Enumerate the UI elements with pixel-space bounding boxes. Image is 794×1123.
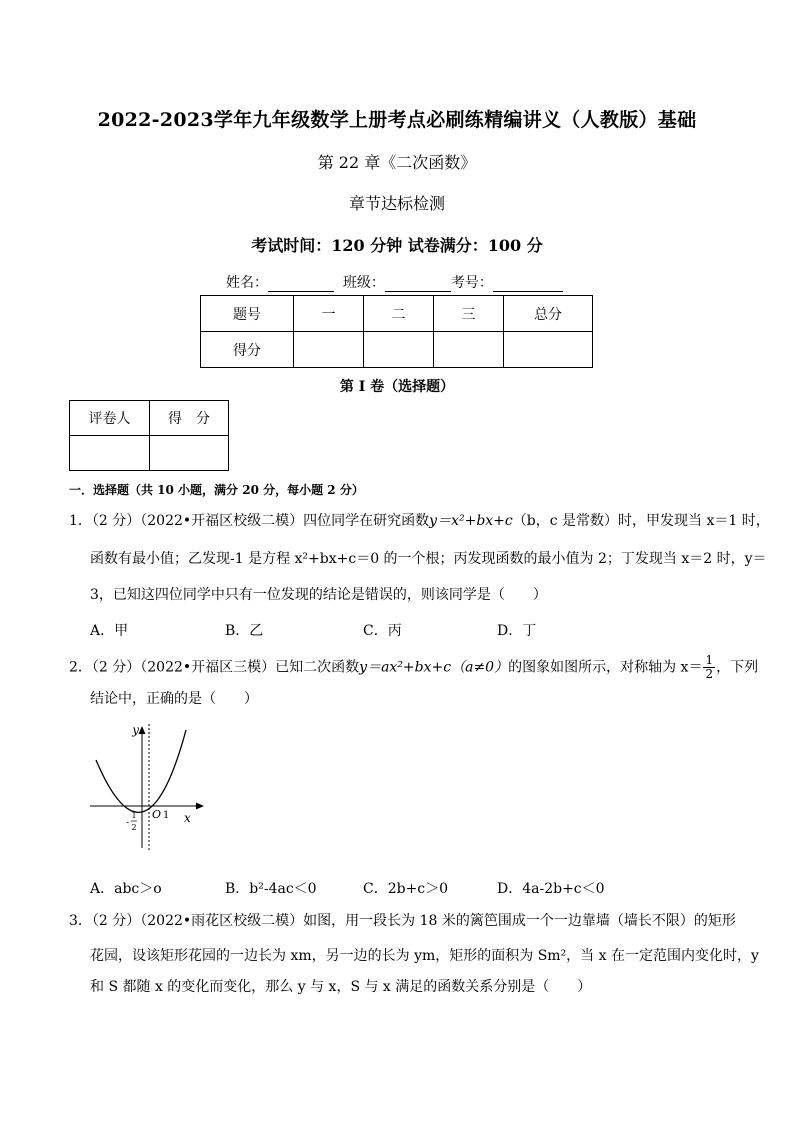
score-header-cell: 二 xyxy=(364,296,434,332)
chapter-subtitle: 章节达标检测 xyxy=(348,194,445,213)
question-3-line-2: 花园，设该矩形花园的一边长为 xm，另一边的长为 ym，矩形的面积为 Sm²，当 x 在一定范围内变化时，y xyxy=(90,948,759,964)
fraction-numerator: 1 xyxy=(705,653,714,667)
score-table xyxy=(200,295,593,368)
y-axis-label: y xyxy=(132,723,139,737)
grader-header-cell: 得 分 xyxy=(150,401,229,436)
grader-header-cell: 评卷人 xyxy=(70,401,150,436)
grader-cell[interactable] xyxy=(70,436,150,471)
question-1-line-3: 3，已知这四位同学中只有一位发现的结论是错误的，则该同学是（ ） xyxy=(90,587,547,603)
score-cell[interactable] xyxy=(504,332,593,368)
number-label: 考号： xyxy=(450,275,493,291)
score-header-cell: 一 xyxy=(294,296,364,332)
question-2-option-c[interactable]: C．2b+c＞0 xyxy=(363,881,449,897)
score-header-cell: 总分 xyxy=(504,296,593,332)
question-3-text-1: （2 分）（2022•雨花区校级二模）如图，用一段长为 18 米的篱笆围成一个一边靠墙（墙长不限）的矩形 xyxy=(91,913,736,929)
question-2-function: y＝ax²+bx+c（a≠0） xyxy=(359,659,509,676)
question-2-line-2: 结论中，正确的是（ ） xyxy=(90,691,258,707)
grader-cell[interactable] xyxy=(150,436,229,471)
one-label: 1 xyxy=(163,810,170,821)
name-label: 姓名： xyxy=(226,275,268,291)
question-1-condition: （b，c 是常数）时，甲发现当 x＝1 时， xyxy=(512,513,770,529)
question-2-fraction xyxy=(703,654,715,681)
question-1-option-b[interactable]: B．乙 xyxy=(225,623,264,639)
question-2-option-b[interactable]: B．b²-4ac＜0 xyxy=(225,881,317,897)
question-2-option-a[interactable]: A．abc＞o xyxy=(90,881,162,897)
class-field[interactable] xyxy=(385,291,451,292)
name-field[interactable] xyxy=(268,291,334,292)
neg-half-numerator: 1 xyxy=(131,811,137,820)
parabola-graph xyxy=(86,718,206,858)
question-1-option-c[interactable]: C．丙 xyxy=(363,623,402,639)
question-number: 1． xyxy=(69,513,92,529)
section-title: 第 I 卷（选择题） xyxy=(339,379,455,395)
question-2-axis-text: 的图象如图所示，对称轴为 x＝ xyxy=(508,659,703,676)
question-number: 3． xyxy=(69,913,92,929)
question-1-line-2: 函数有最小值；乙发现-1 是方程 x²+bx+c＝0 的一个根；丙发现函数的最小值为 2；丁发现当 x＝2 时，y＝ xyxy=(90,551,767,567)
question-1-option-d[interactable]: D．丁 xyxy=(497,623,537,639)
question-1-option-a[interactable]: A．甲 xyxy=(90,623,129,639)
neg-sign-label: - xyxy=(126,818,130,828)
x-axis-arrow-icon xyxy=(196,803,204,810)
question-2-line-1 xyxy=(69,654,758,681)
part1-heading: 一．选择题（共 10 小题，满分 20 分，每小题 2 分） xyxy=(69,483,364,497)
score-cell[interactable] xyxy=(294,332,364,368)
chapter-title: 第 22 章《二次函数》 xyxy=(317,153,477,172)
question-number: 2． xyxy=(69,659,92,676)
score-cell[interactable] xyxy=(364,332,434,368)
document-title: 2022-2023学年九年级数学上册考点必刷练精编讲义（人教版）基础 xyxy=(97,109,697,131)
number-field[interactable] xyxy=(493,291,563,292)
score-cell[interactable] xyxy=(434,332,504,368)
question-1-function: y＝x²+bx+c xyxy=(429,513,513,529)
x-axis-label: x xyxy=(184,811,191,825)
neg-half-denominator: 2 xyxy=(131,823,137,832)
class-label: 班级： xyxy=(342,275,385,291)
question-2-suffix: ，下列 xyxy=(716,659,759,676)
student-info-line xyxy=(226,272,563,292)
question-1-prefix: （2 分）（2022•开福区校级二模）四位同学在研究函数 xyxy=(91,513,430,529)
y-axis-arrow-icon xyxy=(139,726,146,734)
score-header-cell: 题号 xyxy=(201,296,294,332)
question-2-prefix: （2 分）（2022•开福区三模）已知二次函数 xyxy=(91,659,360,676)
score-header-cell: 三 xyxy=(434,296,504,332)
fraction-denominator: 2 xyxy=(705,667,714,681)
exam-info: 考试时间：120 分钟 试卷满分：100 分 xyxy=(251,236,543,255)
question-2-option-d[interactable]: D．4a-2b+c＜0 xyxy=(497,881,605,897)
score-row-label: 得分 xyxy=(201,332,294,368)
question-1-line-1 xyxy=(69,514,770,528)
grader-table xyxy=(69,400,229,471)
question-3-line-1 xyxy=(69,914,736,928)
question-3-line-3: 和 S 都随 x 的变化而变化，那么 y 与 x，S 与 x 满足的函数关系分别是（ ） xyxy=(90,979,592,995)
origin-label: O xyxy=(152,808,162,821)
parabola-curve xyxy=(96,730,186,812)
